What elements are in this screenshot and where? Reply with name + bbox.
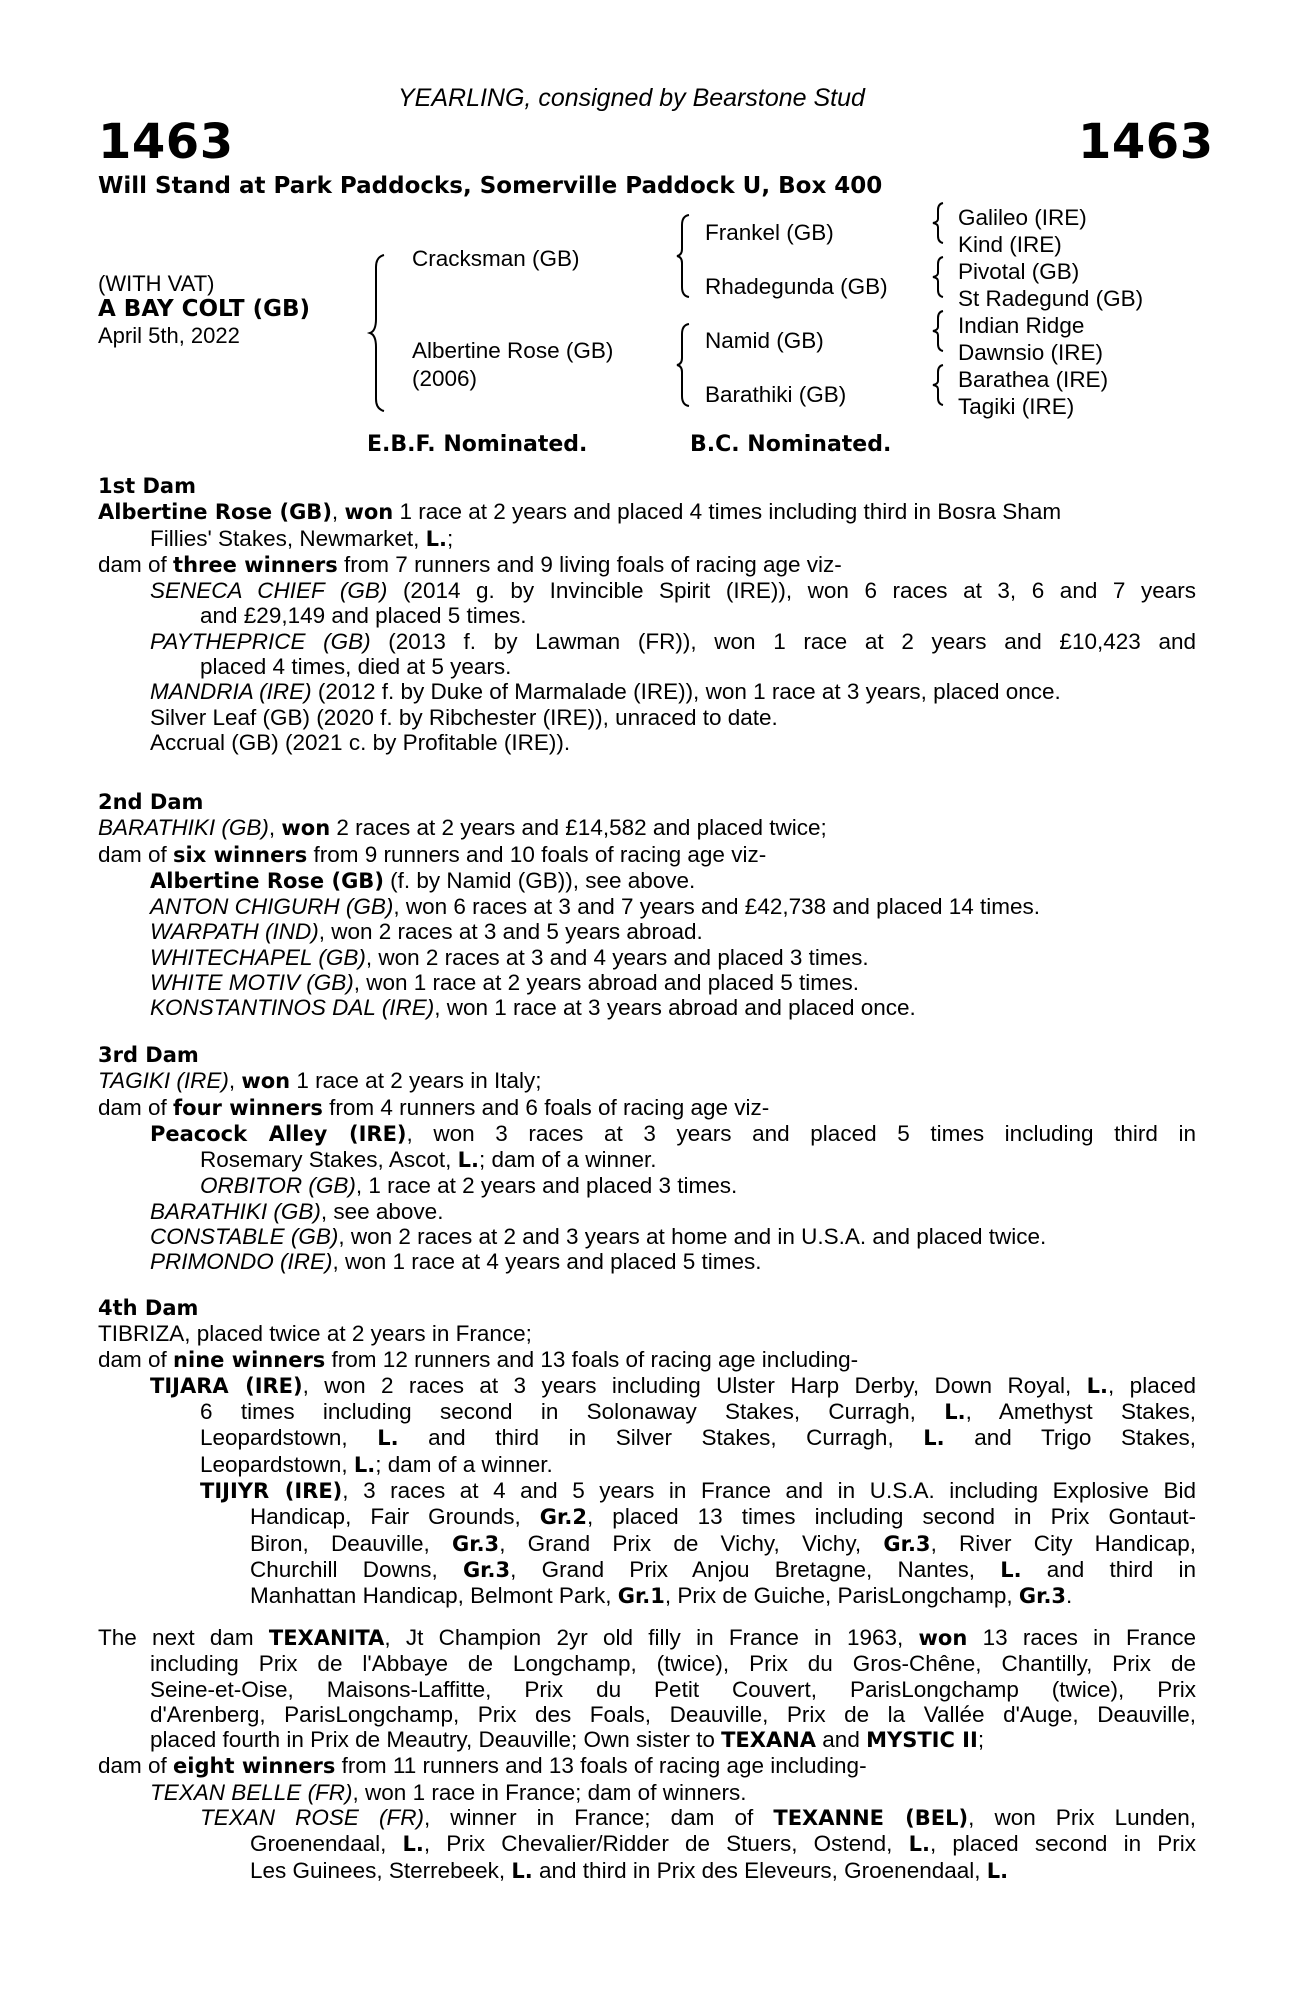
section-heading: 4th Dam (98, 1296, 199, 1320)
horse-record: , won 2 races at 3 and 4 years and placed 3 times. (365, 944, 869, 970)
horse-name: PRIMONDO (IRE) (150, 1249, 333, 1275)
horse-name: A BAY COLT (GB) (98, 296, 311, 322)
dam-record: 1 race at 2 years in Italy; (290, 1068, 542, 1094)
horse-record: , won 6 races at 3 and 7 years and £42,738 and placed 14 times. (393, 894, 1041, 920)
fourth-dam-section (98, 1296, 1196, 1610)
sibling-name: TEXANA (721, 1728, 817, 1753)
horse-record: (2013 f. by Lawman (FR)), won 1 race at 2 years and £10,423 and (370, 628, 1196, 654)
text: Les Guinees, Sterrebeek, (250, 1857, 512, 1883)
brace-sire (677, 213, 693, 299)
produce-summary (98, 1095, 1196, 1121)
produce-item (98, 1249, 1196, 1274)
bc-nominated: B.C. Nominated. (690, 432, 892, 457)
dam-summary (98, 1068, 1196, 1094)
winners-count: nine winners (173, 1347, 326, 1372)
text: Churchill Downs, (250, 1556, 463, 1582)
brace-g3-1 (933, 202, 947, 244)
dam-record-cont: including Prix de l'Abbaye de Longchamp, (twice), Prix du Gros-Chêne, Chantilly, Prix de (150, 1651, 1196, 1677)
text: dam of (98, 1094, 174, 1120)
produce-item (98, 945, 1196, 970)
brace-g3-3 (933, 310, 947, 352)
horse-name: SENECA CHIEF (GB) (150, 578, 388, 604)
dam-record-cont: Seine-et-Oise, Maisons-Laffitte, Prix du Petit Couvert, ParisLongchamp (twice), Prix (150, 1676, 1196, 1702)
horse-name: TEXAN ROSE (FR) (200, 1805, 424, 1831)
gen3-5: Indian Ridge (958, 313, 1085, 338)
listed-mark: L. (425, 526, 447, 551)
text: from 12 runners and 13 foals of racing age including- (325, 1346, 859, 1372)
winners-count: six winners (173, 842, 308, 867)
produce-item-cont (98, 1531, 1196, 1557)
text: , won 2 races at 3 years including Ulster Harp Derby, Down Royal, (302, 1372, 1087, 1398)
text: Rosemary Stakes, Ascot, (200, 1147, 458, 1173)
section-heading: 3rd Dam (98, 1043, 199, 1067)
produce-item (98, 1373, 1196, 1399)
horse-name: TIJARA (IRE) (150, 1373, 303, 1398)
lot-number-right: 1463 (1078, 114, 1214, 170)
section-heading: 1st Dam (98, 474, 196, 498)
text: dam of (98, 841, 174, 867)
dam-summary (98, 499, 1196, 525)
produce-item-cont (98, 1831, 1196, 1857)
won-label: won (918, 1626, 968, 1650)
horse-record: , won 2 races at 3 and 5 years abroad. (318, 919, 703, 945)
text: Fillies' Stakes, Newmarket, (150, 525, 426, 551)
listed-mark: L. (457, 1148, 479, 1173)
horse-name: ORBITOR (GB) (200, 1173, 356, 1199)
produce-summary (98, 842, 1196, 868)
winners-count: three winners (173, 552, 338, 577)
dam-dam: Barathiki (GB) (705, 382, 847, 407)
separator: , (228, 1068, 242, 1094)
produce-item (98, 1478, 1196, 1504)
produce-item-cont (98, 1147, 1196, 1173)
listed-mark: L. (1086, 1373, 1109, 1398)
produce-item-cont (98, 1858, 1196, 1884)
text: Handicap, Fair Grounds, (250, 1504, 540, 1530)
horse-name: BARATHIKI (GB) (150, 1198, 321, 1224)
produce-summary (98, 1347, 1196, 1373)
listed-mark: L. (511, 1858, 533, 1883)
horse-name: WARPATH (IND) (150, 919, 319, 945)
horse-record: (2012 f. by Duke of Marmalade (IRE)), won 1 race at 3 years, placed once. (311, 679, 1061, 705)
grade-mark: Gr.3 (462, 1557, 511, 1582)
text: ; (977, 1727, 985, 1753)
produce-item-cont (98, 1399, 1196, 1425)
won-label: won (241, 1069, 291, 1094)
horse-name: MANDRIA (IRE) (150, 679, 312, 705)
horse-name: WHITECHAPEL (GB) (150, 944, 366, 970)
horse-record: , see above. (320, 1198, 444, 1224)
horse-name: PAYTHEPRICE (GB) (150, 628, 371, 654)
text: , Prix Chevalier/Ridder de Stuers, Ostend, (423, 1831, 909, 1857)
dam-sire: Namid (GB) (705, 328, 824, 353)
second-dam-section (98, 790, 1196, 1021)
sire-dam: Rhadegunda (GB) (705, 274, 888, 299)
horse-name: WHITE MOTIV (GB) (150, 970, 354, 996)
horse-name: KONSTANTINOS DAL (IRE) (150, 995, 435, 1021)
dam-record-cont (98, 526, 1196, 552)
text: Leopardstown, (200, 1451, 354, 1477)
brace-gen1 (370, 253, 390, 413)
horse-record: , won 1 race at 2 years abroad and placed 5 times. (353, 970, 860, 996)
text: and third in (1021, 1556, 1196, 1582)
text: from 11 runners and 13 foals of racing age including- (335, 1753, 867, 1779)
won-label: won (344, 500, 394, 525)
text: placed fourth in Prix de Meautry, Deauville; Own sister to (150, 1727, 722, 1753)
won-label: won (281, 816, 331, 841)
produce-item (98, 1173, 1196, 1198)
text: and Trigo Stakes, (944, 1425, 1196, 1451)
produce-item (98, 868, 1196, 894)
produce-item-cont (98, 1557, 1196, 1583)
listed-mark: L. (1000, 1557, 1022, 1582)
listed-mark: L. (402, 1832, 424, 1857)
separator: , (331, 499, 345, 525)
produce-summary (98, 552, 1196, 578)
produce-item-cont: placed 4 times, died at 5 years. (200, 654, 512, 680)
text: from 7 runners and 9 living foals of racing age viz- (337, 551, 842, 577)
horse-record: (f. by Namid (GB)), see above. (383, 867, 696, 893)
gen3-8: Tagiki (IRE) (958, 394, 1075, 419)
produce-item (98, 1224, 1196, 1249)
text: , Grand Prix de Vichy, Vichy, (499, 1530, 884, 1556)
text: , River City Handicap, (930, 1530, 1196, 1556)
dam-summary: TIBRIZA, placed twice at 2 years in France; (98, 1321, 532, 1347)
text: , placed (1108, 1372, 1196, 1398)
horse-record: , won 2 races at 2 and 3 years at home and in U.S.A. and placed twice. (338, 1224, 1047, 1250)
produce-item-cont (98, 1452, 1196, 1478)
text: Biron, Deauville, (250, 1530, 452, 1556)
produce-item-cont (98, 1504, 1196, 1530)
vat-note: (WITH VAT) (98, 271, 215, 296)
grade-mark: Gr.1 (617, 1584, 665, 1609)
horse-name: TIJIYR (IRE) (200, 1479, 343, 1504)
text: from 4 runners and 6 foals of racing age viz- (322, 1094, 770, 1120)
produce-item (98, 1199, 1196, 1224)
text: , 3 races at 4 and 5 years in France and in U.S.A. including Explosive Bid (342, 1478, 1197, 1504)
produce-item-cont (98, 1425, 1196, 1451)
horse-record: , won 1 race at 3 years abroad and placed once. (434, 995, 916, 1021)
gen3-1: Galileo (IRE) (958, 205, 1087, 230)
produce-item (98, 1805, 1196, 1831)
horse-record: , won 3 races at 3 years and placed 5 times including third in (406, 1120, 1196, 1146)
separator: , (268, 815, 282, 841)
lot-number-left: 1463 (98, 114, 234, 170)
brace-g3-2 (933, 256, 947, 298)
text: ; (446, 525, 454, 551)
produce-item: Accrual (GB) (2021 c. by Profitable (IRE)). (150, 729, 571, 755)
winners-count: four winners (173, 1095, 323, 1120)
horse-record: , 1 race at 2 years and placed 3 times. (355, 1173, 738, 1199)
dam: Albertine Rose (GB) (412, 338, 614, 363)
horse-record: , won 1 race at 4 years and placed 5 times. (332, 1249, 762, 1275)
text: ; dam of a winner. (375, 1451, 553, 1477)
text: and third in Silver Stakes, Curragh, (398, 1425, 924, 1451)
text: . (1066, 1583, 1073, 1609)
text: and third in Prix des Eleveurs, Groenendaal, (532, 1857, 987, 1883)
horse-name: Peacock Alley (IRE) (150, 1121, 407, 1146)
stand-location: Will Stand at Park Paddocks, Somerville Paddock U, Box 400 (98, 173, 883, 199)
text: Manhattan Handicap, Belmont Park, (250, 1583, 618, 1609)
gen3-2: Kind (IRE) (958, 232, 1062, 257)
listed-mark: L. (944, 1400, 966, 1425)
text: ; dam of a winner. (478, 1147, 657, 1173)
text: , Grand Prix Anjou Bretagne, Nantes, (510, 1556, 1001, 1582)
dam-record: 1 race at 2 years and placed 4 times including third in Bosra Sham (393, 499, 1062, 525)
horse-name: TEXANNE (BEL) (773, 1806, 969, 1831)
text: , Prix de Guiche, ParisLongchamp, (664, 1583, 1019, 1609)
dam-name: BARATHIKI (GB) (98, 815, 269, 841)
next-dam-section (98, 1625, 1196, 1884)
text: 6 times including second in Solonaway Stakes, Curragh, (200, 1399, 945, 1425)
produce-item (98, 919, 1196, 944)
produce-item (98, 894, 1196, 919)
consignment-line: YEARLING, consigned by Bearstone Stud (398, 84, 865, 112)
text: from 9 runners and 10 foals of racing age viz- (307, 841, 767, 867)
sire: Cracksman (GB) (412, 246, 580, 271)
section-heading: 2nd Dam (98, 790, 204, 814)
dam-name: Albertine Rose (GB) (98, 500, 332, 525)
produce-item (98, 970, 1196, 995)
text: dam of (98, 551, 174, 577)
third-dam-section (98, 1043, 1196, 1275)
horse-name: CONSTABLE (GB) (150, 1224, 339, 1250)
grade-mark: Gr.2 (539, 1505, 587, 1530)
text: , placed second in Prix (929, 1831, 1197, 1857)
birth-date: April 5th, 2022 (98, 323, 240, 348)
produce-item (98, 995, 1196, 1020)
horse-name: TEXAN BELLE (FR) (150, 1779, 353, 1805)
text: , Jt Champion 2yr old filly in France in 1963, (384, 1625, 919, 1650)
produce-item (98, 679, 1196, 704)
produce-summary (98, 1753, 1196, 1779)
dam-record-cont: d'Arenberg, ParisLongchamp, Prix des Foals, Deauville, Prix de la Vallée d'Auge, Deauville, (150, 1701, 1196, 1727)
gen3-7: Barathea (IRE) (958, 367, 1109, 392)
listed-mark: L. (377, 1426, 399, 1451)
grade-mark: Gr.3 (1018, 1584, 1067, 1609)
produce-item (98, 578, 1196, 603)
text: and (816, 1727, 867, 1753)
dam-summary (98, 815, 1196, 841)
grade-mark: Gr.3 (451, 1531, 500, 1556)
dam-record-cont (98, 1727, 1196, 1753)
text: , won Prix Lunden, (968, 1805, 1196, 1831)
text: Groenendaal, (250, 1831, 403, 1857)
text: , Amethyst Stakes, (965, 1399, 1197, 1425)
grade-mark: Gr.3 (883, 1531, 931, 1556)
text: 13 races in France (967, 1625, 1196, 1650)
text: Leopardstown, (200, 1425, 378, 1451)
dam-name: TAGIKI (IRE) (98, 1068, 229, 1094)
text: , placed 13 times including second in Prix Gontaut- (587, 1504, 1196, 1530)
brace-g3-4 (933, 364, 947, 406)
dam-record: 2 races at 2 years and £14,582 and placed twice; (330, 815, 827, 841)
brace-dam (677, 322, 693, 408)
dam-summary (98, 1625, 1196, 1651)
produce-item: Silver Leaf (GB) (2020 f. by Ribchester (IRE)), unraced to date. (150, 704, 778, 730)
horse-record: , won 1 race in France; dam of winners. (352, 1779, 747, 1805)
produce-item-cont (98, 1583, 1196, 1609)
horse-record: (2014 g. by Invincible Spirit (IRE)), won 6 races at 3, 6 and 7 years (387, 578, 1196, 604)
first-dam-section (98, 474, 1196, 755)
listed-mark: L. (908, 1832, 930, 1857)
produce-item (98, 1780, 1196, 1805)
text: dam of (98, 1346, 174, 1372)
gen3-6: Dawnsio (IRE) (958, 340, 1104, 365)
gen3-3: Pivotal (GB) (958, 259, 1080, 284)
ebf-nominated: E.B.F. Nominated. (367, 432, 588, 457)
horse-name: ANTON CHIGURH (GB) (150, 894, 394, 920)
produce-item (98, 629, 1196, 654)
listed-mark: L. (923, 1426, 945, 1451)
horse-name: Albertine Rose (GB) (150, 868, 384, 893)
dam-year: (2006) (412, 366, 478, 391)
winners-count: eight winners (173, 1754, 336, 1779)
text: The next dam (98, 1625, 269, 1650)
listed-mark: L. (986, 1858, 1009, 1883)
listed-mark: L. (353, 1452, 376, 1477)
sire-sire: Frankel (GB) (705, 220, 834, 245)
text: dam of (98, 1753, 174, 1779)
produce-item (98, 1121, 1196, 1147)
text: , winner in France; dam of (423, 1805, 774, 1831)
produce-item-cont: and £29,149 and placed 5 times. (200, 603, 527, 629)
sibling-name: MYSTIC II (866, 1728, 978, 1753)
dam-name: TEXANITA (268, 1626, 385, 1650)
gen3-4: St Radegund (GB) (958, 286, 1144, 311)
